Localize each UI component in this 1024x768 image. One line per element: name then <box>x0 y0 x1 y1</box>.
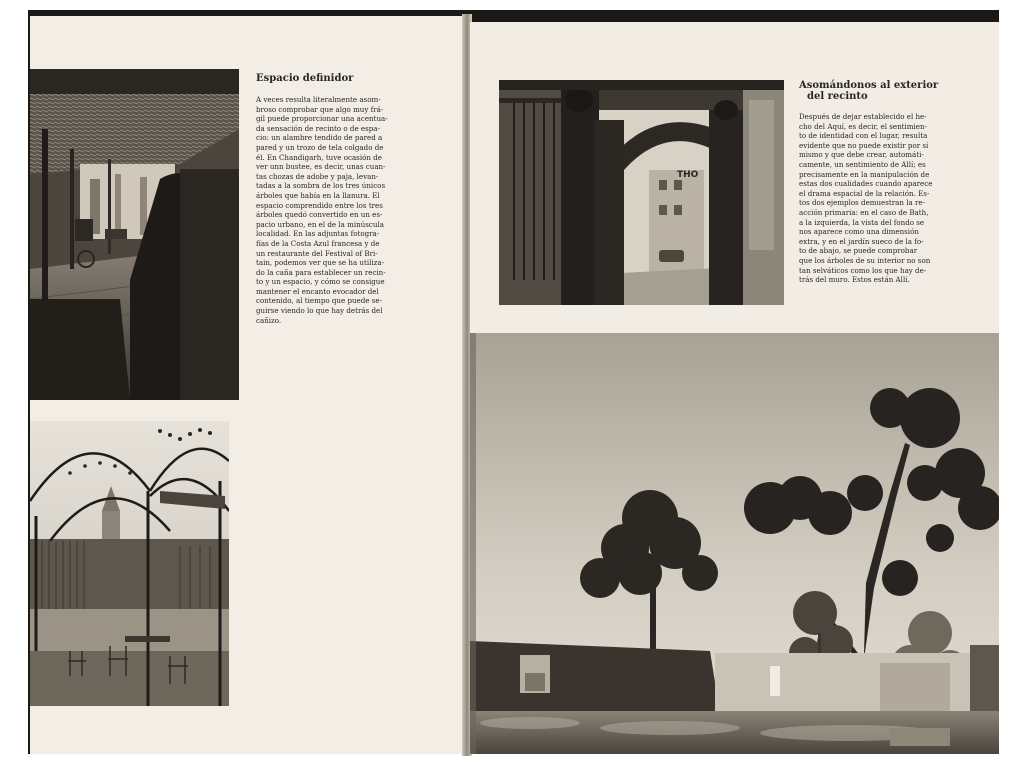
text-line: tan selváticos como los que hay de- <box>799 265 927 275</box>
text-line: mantener el encanto evocador del <box>256 286 379 296</box>
right-page <box>470 22 999 754</box>
text-line: cio: un alambre tendido de pared a <box>256 133 383 143</box>
text-line: acción primaria: en el caso de Bath, <box>799 207 929 217</box>
text-line: un restaurante del Festival of Bri- <box>256 248 378 258</box>
text-line: fías de la Costa Azul francesa y de <box>256 238 380 248</box>
text-line: tadas a la sombra de los tres únicos <box>256 181 386 191</box>
photo-festival-canopy <box>30 421 229 706</box>
text-line: contenido, al tiempo que puede se- <box>256 296 382 306</box>
text-line: Después de dejar establecido el he- <box>799 112 927 121</box>
text-line: to de abajo, se puede comprobar <box>799 246 918 256</box>
text-line: cho del Aquí, es decir, el sentimien- <box>799 121 927 131</box>
reed-canopy-image <box>30 69 239 400</box>
text-line: trás del muro. Estos están Allí. <box>799 275 910 285</box>
text-line: precisamente en la manipulación de <box>799 169 930 179</box>
text-line: camente, un sentimiento de Allí; es <box>799 159 926 169</box>
text-line: tas chozas de adobe y paja, levan- <box>256 171 379 181</box>
text-line: broso comprobar que algo muy frá- <box>256 104 384 114</box>
sign-fragment-text: THO <box>677 170 699 180</box>
photo-reed-canopy-terrace <box>30 69 239 400</box>
text-line: do la caña para establecer un recin- <box>256 267 386 277</box>
festival-canopy-image <box>30 421 229 706</box>
text-line: tos dos ejemplos demuestran la re- <box>799 198 925 208</box>
text-line: A veces resulta literalmente asom- <box>256 95 381 104</box>
text-line: él. En Chandigarh, tuve ocasión de <box>256 152 382 162</box>
swedish-garden-image <box>470 333 999 754</box>
text-line: to y un espacio, y cómo se consigue <box>256 277 385 287</box>
text-line: pared y un trozo de tela colgado de <box>256 142 384 152</box>
text-line: árboles que había en la llanura. El <box>256 190 380 200</box>
text-line: pacio urbano, en el de la minúscula <box>256 219 384 229</box>
photo-swedish-garden <box>470 333 999 754</box>
text-line: mismo y que debe crear, automáti- <box>799 150 924 160</box>
paragraph-espacio-definidor <box>256 95 412 325</box>
text-line: el drama espacial de la relación. Es- <box>799 188 930 198</box>
text-line: extra, y en el jardín sueco de la fo- <box>799 236 924 246</box>
photo-bath-archway <box>499 80 784 305</box>
text-line: localidad. En las adjuntas fotogra- <box>256 229 380 239</box>
text-line: estas dos cualidades cuando aparece <box>799 179 933 189</box>
text-line: evidente que no puede existir por sí <box>799 140 929 150</box>
left-page <box>30 16 468 754</box>
heading-line-2: del recinto <box>807 91 868 102</box>
text-line: que los árboles de su interior no son <box>799 255 931 265</box>
text-line: da sensación de recinto o de espa- <box>256 123 380 133</box>
bath-archway-image <box>499 80 784 305</box>
text-line: gil puede proporcionar una acentua- <box>256 114 388 124</box>
heading-line-1: Asomándonos al exterior <box>799 80 939 91</box>
section-heading-espacio-definidor: Espacio definidor <box>256 73 354 84</box>
text-line: guirse viendo lo que hay detrás del <box>256 306 383 316</box>
text-line: nos aparece como una dimensión <box>799 227 919 237</box>
text-line: espacio comprendido entre los tres <box>256 200 383 210</box>
text-line: árboles quedó convertido en un es- <box>256 210 383 220</box>
paragraph-asomandonos <box>799 112 959 285</box>
text-line: cañizo. <box>256 315 282 325</box>
section-heading-asomandonos <box>799 80 938 102</box>
text-line: ver unn bustee, es decir, unas cuan- <box>256 162 386 172</box>
text-line: tain, podemos ver que se ha utiliza- <box>256 258 385 268</box>
text-line: a la izquierda, la vista del fondo se <box>799 217 925 227</box>
text-line: to de identidad con el lugar, resulta <box>799 131 928 141</box>
